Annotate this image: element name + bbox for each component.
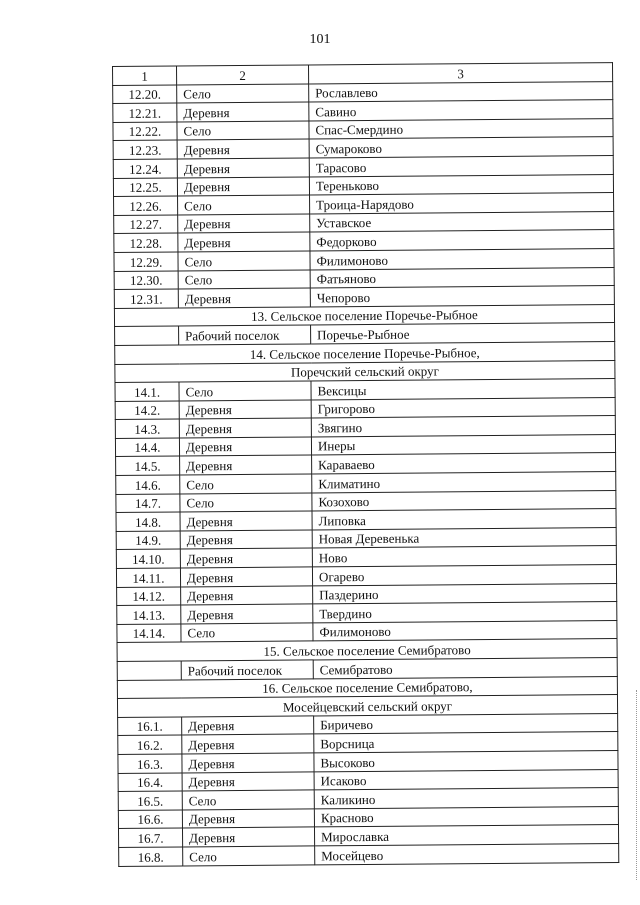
settlement-name: Высоково (314, 751, 618, 772)
settlement-name: Твердино (313, 602, 617, 623)
settlement-type: Деревня (177, 139, 309, 159)
settlement-name: Тереньково (309, 174, 613, 195)
settlement-name: Филимоново (310, 249, 614, 270)
row-number: 12.20. (113, 85, 177, 104)
section-title: 13. Сельское поселение Поречье-Рыбное (114, 304, 614, 327)
settlement-type: Деревня (180, 548, 312, 568)
settlement-name: Вексицы (311, 379, 615, 400)
settlement-name: Рославлево (309, 81, 613, 102)
settlement-type: Деревня (177, 158, 309, 178)
row-number: 12.24. (113, 159, 177, 178)
row-number: 14.9. (116, 531, 180, 550)
binding-edge-mark (636, 690, 637, 880)
settlement-type: Деревня (178, 214, 310, 234)
row-number: 12.31. (114, 289, 178, 308)
row-number: 16.3. (118, 754, 182, 773)
settlement-type: Деревня (182, 716, 314, 736)
settlement-type: Деревня (181, 604, 313, 624)
settlement-type: Село (177, 84, 309, 104)
row-number: 14.3. (115, 419, 179, 438)
settlement-name: Тарасово (309, 156, 613, 177)
settlement-name: Уставское (310, 211, 614, 232)
settlement-name: Исаково (314, 769, 618, 790)
table-row (119, 843, 619, 866)
settlement-type: Село (179, 381, 311, 401)
row-number: 16.6. (118, 810, 182, 829)
settlement-name: Звягино (311, 416, 615, 437)
settlement-type: Село (178, 195, 310, 215)
row-number: 16.1. (118, 717, 182, 736)
settlement-name: Филимоново (313, 620, 617, 641)
settlement-type: Село (178, 269, 310, 289)
settlement-name: Каликино (314, 788, 618, 809)
section-subtitle: Мосейцевский сельский округ (117, 695, 617, 718)
settlement-type: Деревня (179, 400, 311, 420)
settlement-type: Село (183, 846, 315, 866)
settlement-name: Климатино (312, 472, 616, 493)
settlement-name: Федорково (310, 230, 614, 251)
row-number: 12.30. (114, 271, 178, 290)
row-number: 14.11. (116, 568, 180, 587)
settlement-type: Деревня (178, 232, 310, 252)
row-number (117, 661, 181, 680)
settlement-name: Поречье-Рыбное (311, 323, 615, 344)
settlements-table-container (112, 62, 618, 866)
column-header-number: 1 (113, 66, 177, 85)
row-number: 14.12. (117, 587, 181, 606)
settlement-name: Григорово (311, 397, 615, 418)
section-subtitle: Поречский сельский округ (115, 360, 615, 383)
settlement-type: Село (180, 474, 312, 494)
row-number: 16.8. (119, 847, 183, 866)
settlement-name: Красново (314, 806, 618, 827)
row-number: 12.28. (114, 233, 178, 252)
row-number (115, 326, 179, 345)
settlement-name: Фатьяново (310, 267, 614, 288)
settlement-type: Деревня (179, 418, 311, 438)
settlement-name: Липовка (312, 509, 616, 530)
row-number: 14.2. (115, 401, 179, 420)
row-number: 14.6. (116, 475, 180, 494)
row-number: 14.13. (117, 605, 181, 624)
row-number: 12.21. (113, 103, 177, 122)
settlement-name: Мирославка (314, 825, 618, 846)
row-number: 14.5. (116, 456, 180, 475)
settlement-type: Деревня (177, 102, 309, 122)
settlement-name: Семибратово (313, 658, 617, 679)
settlement-name: Мосейцево (315, 843, 619, 864)
settlement-name: Паздерино (313, 583, 617, 604)
settlement-type: Село (177, 121, 309, 141)
settlement-name: Инеры (311, 434, 615, 455)
settlement-type: Село (178, 251, 310, 271)
settlements-table-body (113, 63, 619, 866)
row-number: 14.10. (116, 549, 180, 568)
section-title: 16. Сельское поселение Семибратово, (117, 676, 617, 699)
settlement-type: Деревня (179, 437, 311, 457)
row-number: 16.5. (118, 791, 182, 810)
settlement-name: Биричево (314, 713, 618, 734)
row-number: 14.8. (116, 512, 180, 531)
settlement-name: Ново (312, 546, 616, 567)
row-number: 12.27. (114, 215, 178, 234)
settlement-name: Караваево (312, 453, 616, 474)
row-number: 14.4. (115, 438, 179, 457)
settlement-name: Сумароково (309, 137, 613, 158)
settlement-type: Деревня (182, 771, 314, 791)
settlements-table (112, 62, 619, 866)
settlement-name: Козохово (312, 490, 616, 511)
page-number: 101 (309, 32, 331, 47)
settlement-type: Деревня (180, 567, 312, 587)
settlement-type: Деревня (182, 809, 314, 829)
settlement-name: Савино (309, 100, 613, 121)
settlement-name: Новая Деревенька (312, 527, 616, 548)
row-number: 16.7. (118, 828, 182, 847)
settlement-type: Село (181, 623, 313, 643)
settlement-type: Деревня (178, 288, 310, 308)
row-number: 12.22. (113, 122, 177, 141)
settlement-type: Деревня (180, 530, 312, 550)
section-title: 14. Сельское поселение Поречье-Рыбное, (115, 341, 615, 364)
column-header-type: 2 (177, 65, 309, 85)
settlement-type: Рабочий поселок (179, 325, 311, 345)
row-number: 14.14. (117, 624, 181, 643)
row-number: 12.25. (113, 178, 177, 197)
settlement-type: Село (180, 493, 312, 513)
settlement-type: Деревня (182, 753, 314, 773)
settlement-type: Деревня (177, 177, 309, 197)
settlement-type: Деревня (180, 455, 312, 475)
row-number: 12.29. (114, 252, 178, 271)
row-number: 16.2. (118, 735, 182, 754)
row-number: 16.4. (118, 773, 182, 792)
settlement-type: Деревня (182, 827, 314, 847)
settlement-name: Троица-Нарядово (310, 193, 614, 214)
settlement-type: Село (182, 790, 314, 810)
column-header-name: 3 (308, 63, 612, 84)
settlement-type: Деревня (182, 734, 314, 754)
settlement-name: Чепорово (310, 286, 614, 307)
row-number: 12.23. (113, 140, 177, 159)
row-number: 14.7. (116, 494, 180, 513)
settlement-type: Деревня (181, 586, 313, 606)
section-title: 15. Сельское поселение Семибратово (117, 639, 617, 662)
settlement-name: Спас-Смердино (309, 118, 613, 139)
settlement-name: Огарево (312, 565, 616, 586)
settlement-name: Ворсница (314, 732, 618, 753)
row-number: 12.26. (114, 196, 178, 215)
row-number: 14.1. (115, 382, 179, 401)
settlement-type: Рабочий поселок (181, 660, 313, 680)
settlement-type: Деревня (180, 511, 312, 531)
